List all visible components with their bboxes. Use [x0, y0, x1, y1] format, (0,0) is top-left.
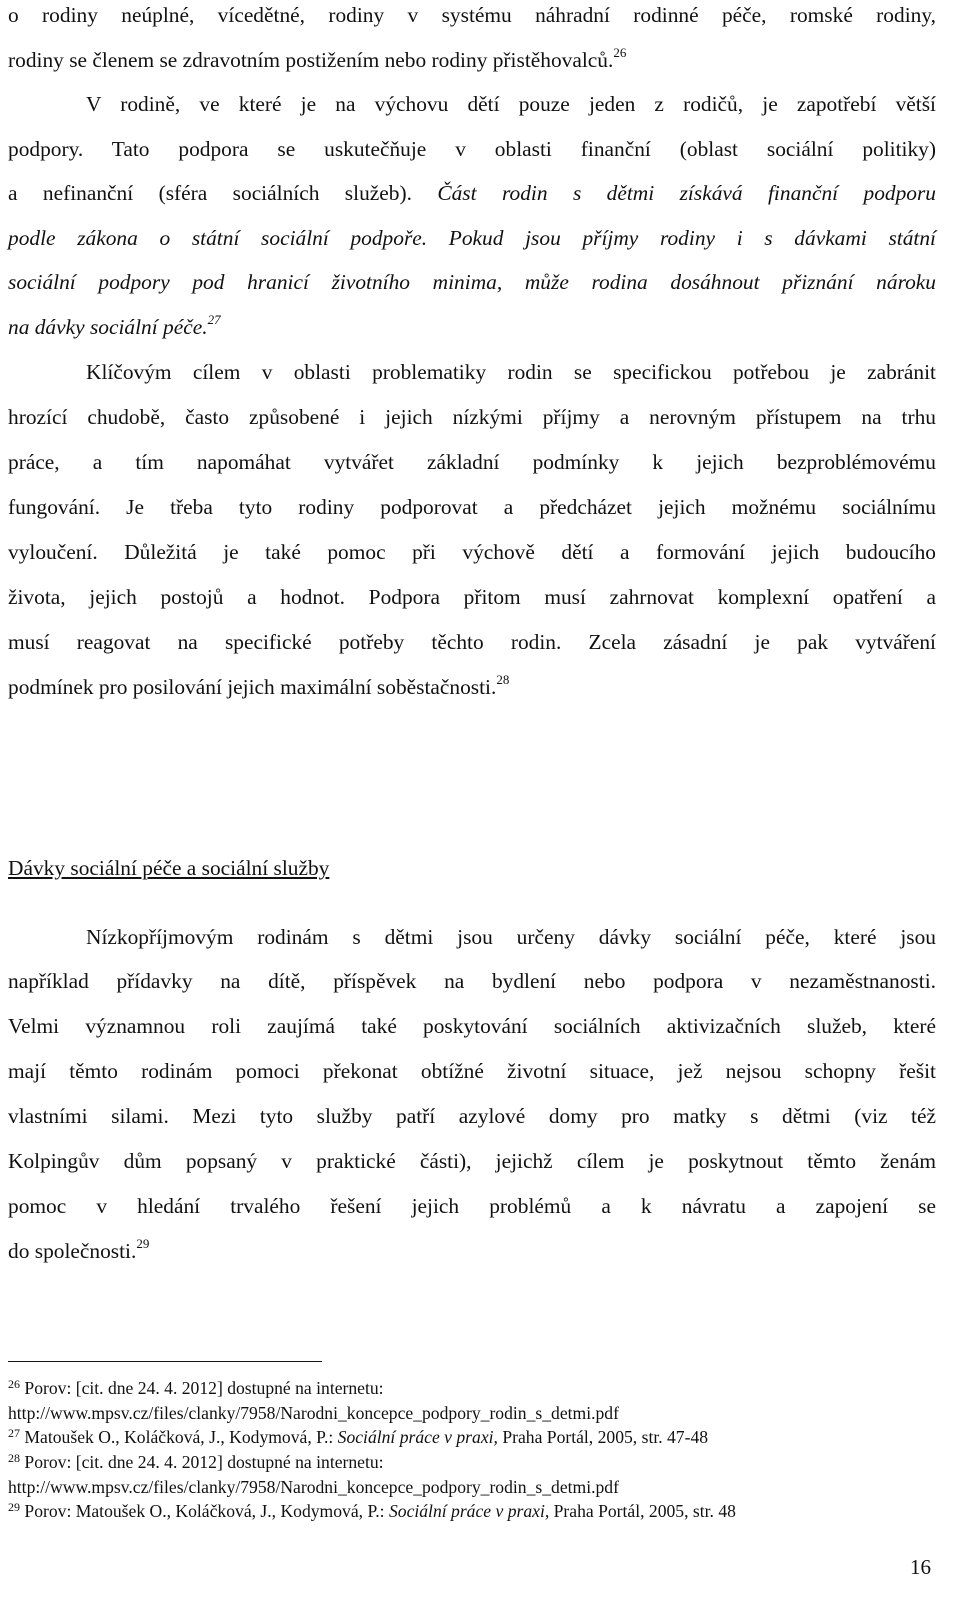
paragraph-line — [8, 1236, 936, 1266]
paragraph-line — [8, 537, 936, 567]
paragraph-line — [8, 966, 936, 996]
text-span: Velmi významnou roli zaujímá také poskytování sociálních aktivizačních služeb, které — [8, 1014, 936, 1038]
text-span: V rodině, ve které je na výchovu dětí pouze jeden z rodičů, je zapotřebí větší — [86, 92, 936, 116]
footnote-italic: Sociální práce v praxi, — [388, 1501, 550, 1521]
paragraph-line — [8, 402, 936, 432]
text-span: fungování. Je třeba tyto rodiny podporovat a předcházet jejich možnému sociálnímu — [8, 495, 936, 519]
italic-text: sociální podpory pod hranicí životního minima, může rodina dosáhnout přiznání nároku — [8, 270, 936, 294]
text-span: rodiny se členem se zdravotním postižením nebo rodiny přistěhovalců. — [8, 48, 614, 72]
text-span: života, jejich postojů a hodnot. Podpora přitom musí zahrnovat komplexní opatření a — [8, 585, 936, 609]
paragraph-line — [8, 0, 936, 30]
footnote-ref: 29 — [136, 1236, 150, 1251]
text-span: Klíčovým cílem v oblasti problematiky rodin se specifickou potřebou je zabránit — [86, 360, 936, 384]
footnote-text: Praha Portál, 2005, str. 47-48 — [502, 1427, 709, 1447]
footnote-ref: 28 — [496, 672, 510, 687]
footnote-italic: Sociální práce v praxi, — [337, 1427, 498, 1447]
paragraph-line — [8, 1191, 936, 1221]
paragraph-line — [8, 582, 936, 612]
text-span: pomoc v hledání trvalého řešení jejich problémů a k návratu a zapojení se — [8, 1194, 936, 1218]
text-span: například přídavky na dítě, příspěvek na bydlení nebo podpora v nezaměstnanosti. — [8, 969, 936, 993]
paragraph-line — [8, 492, 936, 522]
text-span: vyloučení. Důležitá je také pomoc při výchově dětí a formování jejich budoucího — [8, 540, 936, 564]
footnote-text: Porov: Matoušek O., Koláčková, J., Kodymová, P.: — [24, 1501, 385, 1521]
paragraph-line — [86, 357, 936, 387]
footnote — [8, 1451, 384, 1473]
text-span: Nízkopříjmovým rodinám s dětmi jsou určeny dávky sociální péče, které jsou — [86, 925, 936, 949]
footnote-ref: 26 — [613, 45, 627, 60]
footnote-url[interactable] — [8, 1402, 619, 1424]
text-span: Kolpingův dům popsaný v praktické části), jejichž cílem je poskytnout těmto ženám — [8, 1149, 936, 1173]
text-span: a nefinanční (sféra sociálních služeb). — [8, 181, 412, 205]
text-span: hrozící chudobě, často způsobené i jejich nízkými příjmy a nerovným přístupem na trhu — [8, 405, 936, 429]
text-span: podmínek pro posilování jejich maximální soběstačnosti. — [8, 675, 497, 699]
paragraph-line — [8, 1146, 936, 1176]
footnote-url[interactable] — [8, 1476, 619, 1498]
text-span: do společnosti. — [8, 1239, 137, 1263]
text-span: práce, a tím napomáhat vytvářet základní podmínky k jejich bezproblémovému — [8, 450, 936, 474]
italic-text: na dávky sociální péče. — [8, 315, 208, 339]
paragraph-line — [86, 922, 936, 952]
footnote-ref: 27 — [207, 312, 221, 327]
footnote-separator — [8, 1361, 322, 1362]
paragraph-line — [8, 627, 936, 657]
text-span: musí reagovat na specifické potřeby těchto rodin. Zcela zásadní je pak vytváření — [8, 630, 936, 654]
paragraph-line — [8, 223, 936, 253]
text-span: podpory. Tato podpora se uskutečňuje v oblasti finanční (oblast sociální politiky) — [8, 137, 936, 161]
paragraph-line — [8, 312, 936, 342]
paragraph-line — [8, 267, 936, 297]
paragraph-line — [8, 1011, 936, 1041]
text-span: mají těmto rodinám pomoci překonat obtížné životní situace, jež nejsou schopny řešit — [8, 1059, 936, 1083]
text-span: vlastními silami. Mezi tyto služby patří azylové domy pro matky s dětmi (viz též — [8, 1104, 936, 1128]
footnote-number: 27 — [8, 1426, 20, 1440]
paragraph-line — [86, 89, 936, 119]
page-number: 16 — [910, 1555, 931, 1579]
footnote-text: Porov: [cit. dne 24. 4. 2012] dostupné na internetu: — [24, 1378, 384, 1398]
footnote-number: 29 — [8, 1500, 20, 1514]
footnote — [8, 1426, 708, 1448]
footnote-text: Praha Portál, 2005, str. 48 — [553, 1501, 736, 1521]
paragraph-line — [8, 447, 936, 477]
footnote — [8, 1500, 736, 1522]
footnote-link[interactable]: http://www.mpsv.cz/files/clanky/7958/Narodni_koncepce_podpory_rodin_s_detmi.pdf — [8, 1403, 619, 1423]
italic-text: Část rodin s dětmi získává finanční podporu — [437, 181, 936, 205]
section-heading: Dávky sociální péče a sociální služby — [8, 856, 330, 880]
text-span: o rodiny neúplné, vícedětné, rodiny v systému náhradní rodinné péče, romské rodiny, — [8, 3, 936, 27]
paragraph-line — [8, 178, 936, 208]
footnote-link[interactable]: http://www.mpsv.cz/files/clanky/7958/Narodni_koncepce_podpory_rodin_s_detmi.pdf — [8, 1477, 619, 1497]
footnote-text: Porov: [cit. dne 24. 4. 2012] dostupné na internetu: — [24, 1452, 384, 1472]
footnote-number: 28 — [8, 1451, 20, 1465]
footnote-number: 26 — [8, 1377, 20, 1391]
paragraph-line — [8, 45, 936, 75]
footnote — [8, 1377, 384, 1399]
paragraph-line — [8, 1056, 936, 1086]
italic-text: podle zákona o státní sociální podpoře. Pokud jsou příjmy rodiny i s dávkami státní — [8, 226, 936, 250]
footnote-text: Matoušek O., Koláčková, J., Kodymová, P.: — [24, 1427, 334, 1447]
paragraph-line — [8, 1101, 936, 1131]
paragraph-line — [8, 134, 936, 164]
paragraph-line — [8, 672, 936, 702]
